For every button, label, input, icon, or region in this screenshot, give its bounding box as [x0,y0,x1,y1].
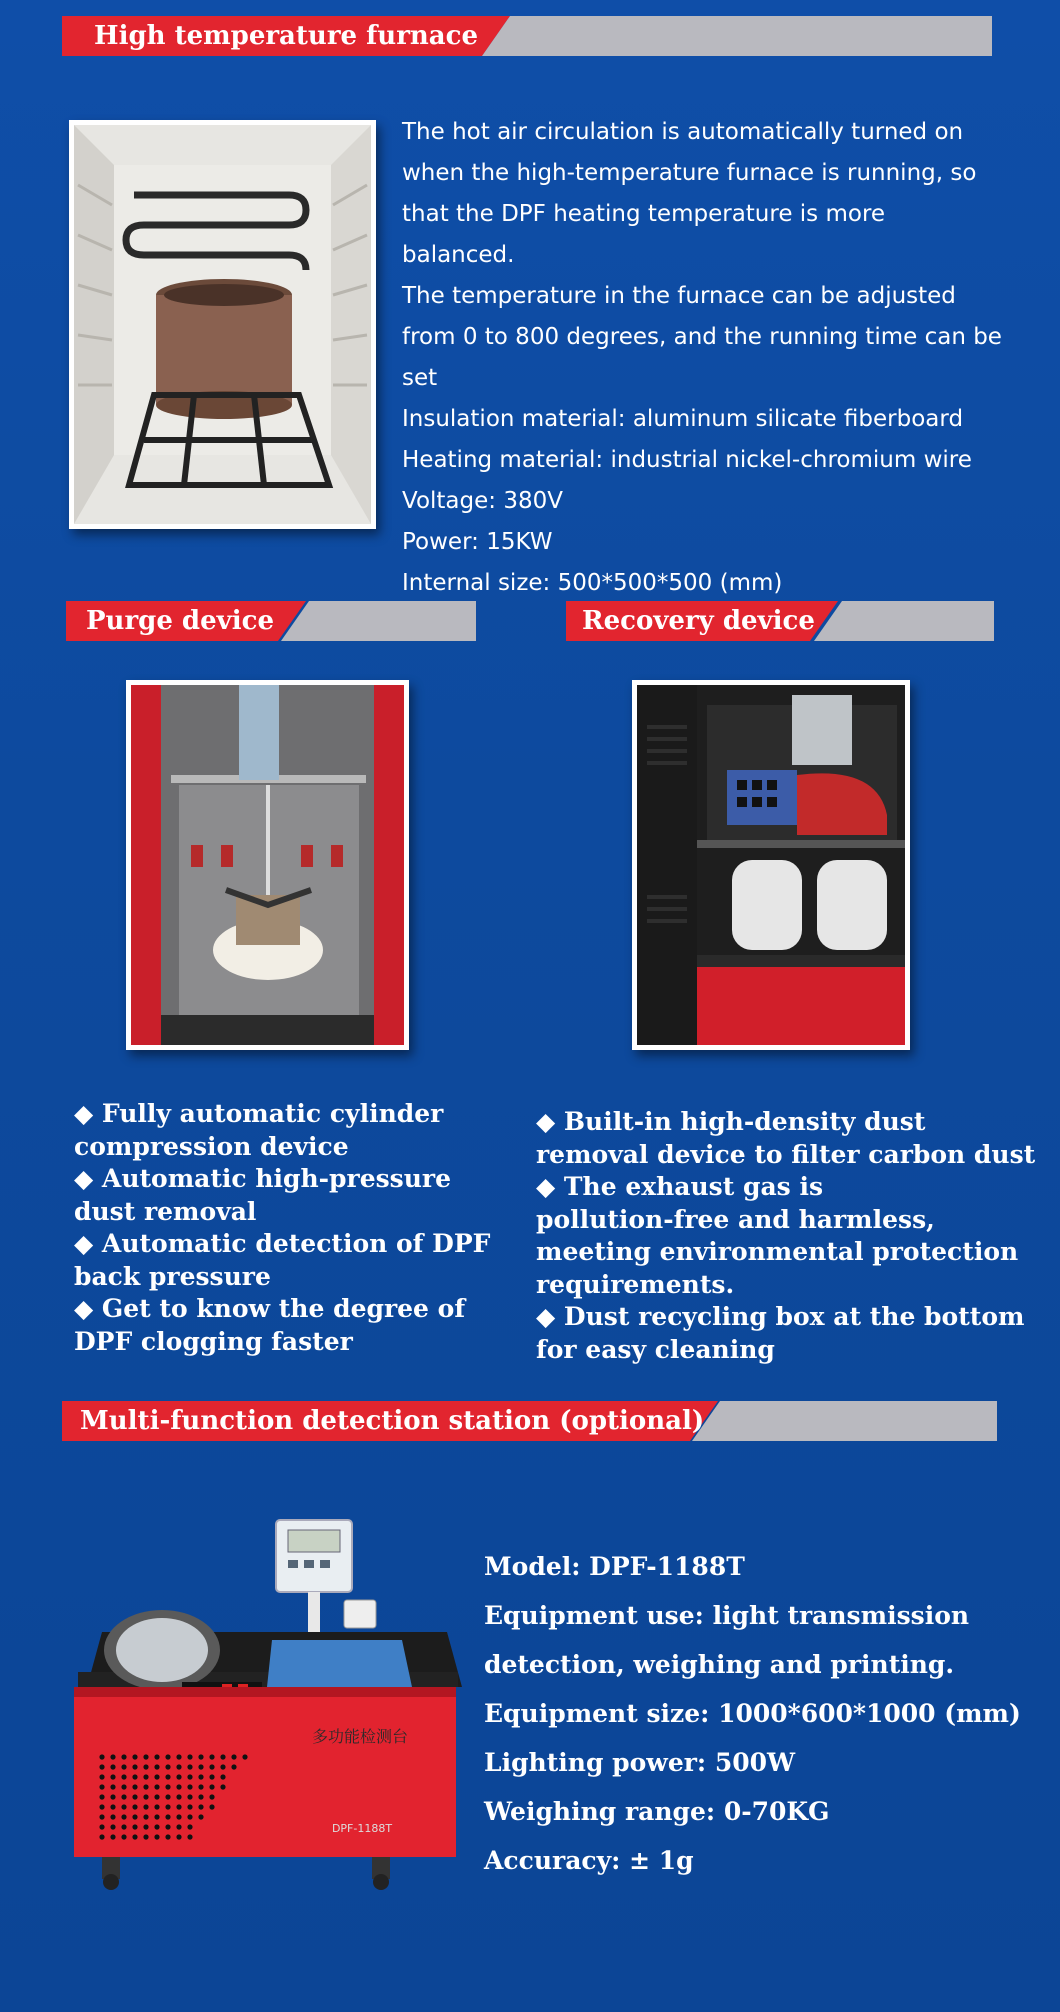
spec-lighting-power: Lighting power: 500W [484,1748,796,1777]
purge-features [74,1098,514,1358]
recovery-feature-line: pollution-free and harmless, [536,1204,935,1234]
recovery-features [536,1106,1046,1366]
spec-weighing-range: Weighing range: 0-70KG [484,1797,830,1826]
recovery-banner [566,601,994,641]
purge-photo [126,680,409,1050]
station-title: Multi-function detection station (optional) [80,1406,705,1436]
recovery-photo [632,680,910,1050]
furnace-photo [69,120,376,529]
furnace-description [402,112,1002,604]
furnace-line: that the DPF heating temperature is more balanced. [402,201,886,268]
recovery-feature-line: ◆ Built-in high-density dust [536,1107,926,1136]
purge-feature-line: ◆ Automatic detection of DPF [74,1229,491,1258]
recovery-feature-line: ◆ The exhaust gas is [536,1172,824,1201]
furnace-line: Insulation material: aluminum silicate fiberboard [402,406,964,432]
purge-feature-line: ◆ Fully automatic cylinder [74,1099,444,1128]
furnace-title: High temperature furnace [94,21,479,51]
purge-feature-line: compression device [74,1131,349,1161]
furnace-banner [62,16,992,56]
furnace-line: Power: 15KW [402,529,553,555]
spec-size: Equipment size: 1000*600*1000 (mm) [484,1699,1021,1728]
purge-feature-line: back pressure [74,1261,271,1291]
spec-use-cont: detection, weighing and printing. [484,1650,955,1679]
spec-model: Model: DPF-1188T [484,1552,745,1581]
machine-model-plate: DPF-1188T [331,1822,393,1835]
recovery-feature-line: meeting environmental protection [536,1237,1019,1266]
furnace-line: Voltage: 380V [402,488,563,514]
station-machine-image [62,1512,462,1897]
station-specs [484,1542,1044,1885]
purge-banner [66,601,476,641]
purge-feature-line: DPF clogging faster [74,1326,353,1356]
station-banner [62,1401,997,1441]
recovery-title: Recovery device [582,606,815,636]
recovery-feature-line: for easy cleaning [536,1334,775,1364]
recovery-feature-line: requirements. [536,1269,735,1299]
furnace-line: Heating material: industrial nickel-chromium wire [402,447,972,473]
recovery-feature-line: ◆ Dust recycling box at the bottom [536,1302,1025,1331]
recovery-feature-line: removal device to filter carbon dust [536,1139,1036,1169]
furnace-line: set [402,365,438,391]
furnace-line: Internal size: 500*500*500 (mm) [402,570,783,596]
spec-use: Equipment use: light transmission [484,1601,970,1630]
machine-label: 多功能检测台 [311,1727,409,1746]
purge-feature-line: dust removal [74,1196,257,1226]
purge-feature-line: ◆ Automatic high-pressure [74,1164,452,1193]
furnace-line: The temperature in the furnace can be adjusted [402,283,956,309]
purge-feature-line: ◆ Get to know the degree of [74,1294,466,1323]
furnace-line: The hot air circulation is automatically turned on [402,119,964,145]
furnace-line: when the high-temperature furnace is running, so [402,160,977,186]
spec-accuracy: Accuracy: ± 1g [484,1846,694,1875]
furnace-line: from 0 to 800 degrees, and the running time can be [402,324,1002,350]
purge-title: Purge device [86,606,275,636]
